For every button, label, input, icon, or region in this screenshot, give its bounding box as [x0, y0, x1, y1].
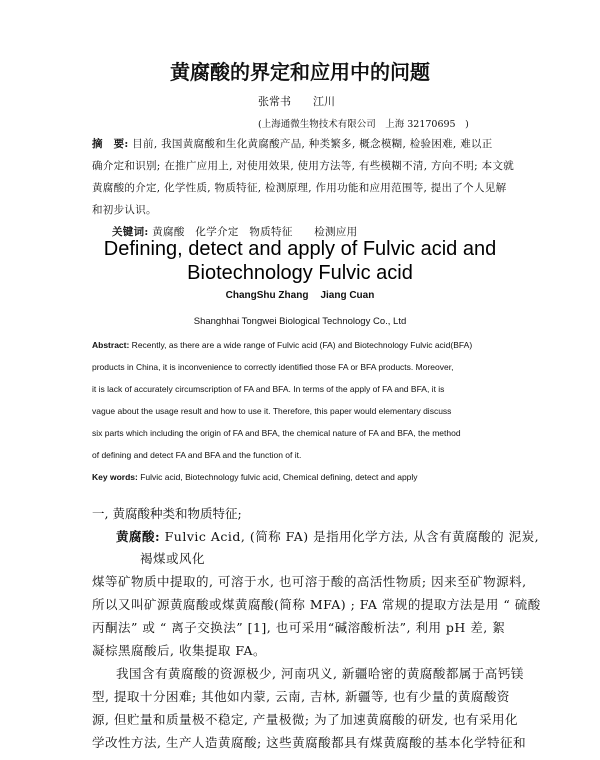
abstract-en-line-6: of defining and detect FA and BFA and the function of it. — [92, 450, 302, 460]
keywords-en — [92, 472, 418, 482]
body-line-3: 所以又叫矿源黄腐酸或煤黄腐酸(简称 MFA) ; FA 常规的提取方法是用 “ 硫酸 — [92, 597, 541, 612]
definition-text: Fulvic Acid, (简称 FA) 是指用化学方法, 从含有黄腐酸的 泥炭, — [160, 529, 540, 544]
abstract-zh-line-1 — [92, 136, 493, 151]
keywords-en-label: Key words: — [92, 472, 138, 482]
title-en-line-2: Biotechnology Fulvic acid — [187, 262, 413, 284]
abstract-en-line-5: six parts which including the origin of FA and BFA, the chemical nature of FA and BFA, the method — [92, 428, 461, 438]
paper-title: 黄腐酸的界定和应用中的问题 — [170, 60, 430, 84]
abstract-en-line-1 — [92, 340, 472, 350]
abstract-en-line-4: vague about the usage result and how to use it. Therefore, this paper would elementary discuss — [92, 406, 452, 416]
authors-zh — [258, 93, 357, 109]
keywords-en-text: Fulvic acid, Biotechnology fulvic acid, Chemical defining, detect and apply — [137, 472, 418, 482]
definition-label: 黄腐酸: — [116, 529, 161, 544]
body-line-4: 丙酮法” 或 “ 离子交换法” [1], 也可采用“碱溶酸析法”, 利用 pH 差, 絮 — [92, 620, 506, 635]
abstract-en-label: Abstract: — [92, 340, 130, 350]
section-heading: 一, 黄腐酸种类和物质特征; — [92, 506, 242, 521]
abstract-en-line-2: products in China, it is inconvenience to correctly identified those FA or BFA products. Moreover, — [92, 362, 454, 372]
abstract-zh-label: 摘 要: — [92, 138, 129, 150]
abstract-zh-line-2: 确介定和识别; 在推广应用上, 对使用效果, 使用方法等, 有些模糊不清, 方向不明; 本文就 — [92, 160, 515, 172]
author-en-1: ChangShu Zhang — [225, 290, 309, 301]
body-line-9: 学改性方法, 生产人造黄腐酸; 这些黄腐酸都具有煤黄腐酸的基本化学特征和 — [92, 735, 527, 750]
abstract-en-line-3: it is lack of accurately circumscription of FA and BFA. In terms of the apply of FA and BFA, it is — [92, 384, 445, 394]
body-line-8: 源, 但贮量和质量极不稳定, 产量极微; 为了加速黄腐酸的研发, 也有采用化 — [92, 712, 519, 727]
abstract-zh-text: 目前, 我国黄腐酸和生化黄腐酸产品, 种类繁多, 概念模糊, 检验困难, 难以正 — [132, 138, 493, 150]
author-en-2: Jiang Cuan — [320, 290, 375, 301]
affiliation-zh: (上海通微生物技术有限公司 上海 32170695 ) — [258, 119, 469, 130]
body-line-5: 凝棕黑腐酸后, 收集提取 FA。 — [92, 643, 267, 658]
body-line-7: 型, 提取十分困难; 其他如内蒙, 云南, 吉林, 新疆等, 也有少量的黄腐酸资 — [92, 689, 510, 704]
abstract-zh-line-3: 黄腐酸的介定, 化学性质, 物质特征, 检测原理, 作用功能和应用范围等, 提出了个人见解 — [92, 182, 507, 194]
author-zh-2: 江川 — [313, 95, 335, 108]
title-en-line-1: Defining, detect and apply of Fulvic acid and — [103, 238, 497, 260]
keywords-zh-label: 关键词: — [112, 226, 149, 238]
definition-line — [116, 527, 539, 545]
affiliation-en: Shanghhai Tongwei Biological Technology Co., Ltd — [193, 316, 407, 327]
author-zh-1: 张常书 — [258, 95, 291, 108]
body-line-1: 褐煤或风化 — [140, 551, 206, 566]
authors-en — [0, 290, 600, 301]
abstract-zh-line-4: 和初步认识。 — [92, 204, 157, 216]
body-line-6: 我国含有黄腐酸的资源极少, 河南巩义, 新疆哈密的黄腐酸都属于高钙镁 — [116, 666, 524, 681]
body-line-2: 煤等矿物质中提取的, 可溶于水, 也可溶于酸的高活性物质; 因来至矿物源料, — [92, 574, 527, 589]
keywords-zh — [112, 224, 357, 239]
keywords-zh-text: 黄腐酸 化学介定 物质特征 检测应用 — [152, 226, 358, 238]
abstract-en-text: Recently, as there are a wide range of Fulvic acid (FA) and Biotechnology Fulvic acid(BFA) — [129, 340, 473, 350]
